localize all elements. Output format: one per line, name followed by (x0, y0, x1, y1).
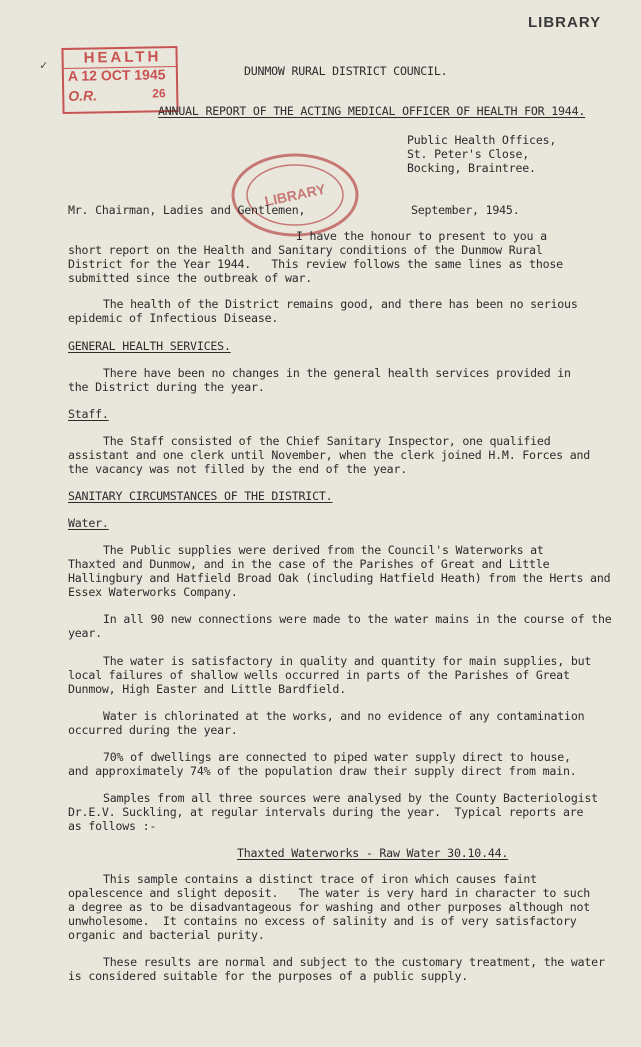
seal-text: LIBRARY (263, 180, 327, 210)
address-line: St. Peter's Close, (407, 147, 530, 161)
paragraph-line: The water is satisfactory in quality and quantity for main supplies, but (103, 654, 592, 668)
council-name: DUNMOW RURAL DISTRICT COUNCIL. (244, 64, 448, 78)
letter-date: September, 1945. (411, 203, 520, 217)
paragraph-line: submitted since the outbreak of war. (68, 271, 313, 285)
section-heading: SANITARY CIRCUMSTANCES OF THE DISTRICT. (68, 489, 333, 503)
stamp-date: A 12 OCT 1945 (67, 66, 166, 84)
stamp-number: 26 (152, 86, 166, 101)
report-title: ANNUAL REPORT OF THE ACTING MEDICAL OFFICER OF HEALTH FOR 1944. (158, 104, 586, 118)
library-seal-icon (230, 150, 360, 240)
paragraph-line: In all 90 new connections were made to the water mains in the course of the (103, 612, 612, 626)
paragraph-line: short report on the Health and Sanitary conditions of the Dunmow Rural (68, 243, 543, 257)
paragraph-line: Thaxted and Dunmow, and in the case of the Parishes of Great and Little (68, 557, 550, 571)
paragraph-line: Samples from all three sources were analysed by the County Bacteriologist (103, 791, 598, 805)
paragraph-line: local failures of shallow wells occurred in parts of the Parishes of Great (68, 668, 570, 682)
paragraph-line: The Staff consisted of the Chief Sanitary Inspector, one qualified (103, 434, 551, 448)
paragraph-line: The Public supplies were derived from the Council's Waterworks at (103, 543, 544, 557)
sample-heading: Thaxted Waterworks - Raw Water 30.10.44. (237, 846, 509, 860)
paragraph-line: I have the honour to present to you a (296, 229, 547, 243)
paragraph-line: District for the Year 1944. This review follows the same lines as those (68, 257, 563, 271)
section-heading: Staff. (68, 407, 109, 421)
paragraph-line: organic and bacterial purity. (68, 928, 265, 942)
section-heading: Water. (68, 516, 109, 530)
paragraph-line: Essex Waterworks Company. (68, 585, 238, 599)
paragraph-line: as follows :- (68, 819, 157, 833)
address-line: Bocking, Braintree. (407, 161, 536, 175)
paragraph-line: Water is chlorinated at the works, and no evidence of any contamination (103, 709, 585, 723)
library-stamp: LIBRARY (528, 14, 602, 31)
paragraph-line: the vacancy was not filled by the end of the year. (68, 462, 408, 476)
stamp-initials: O.R. (68, 87, 98, 104)
section-heading: GENERAL HEALTH SERVICES. (68, 339, 231, 353)
paragraph-line: There have been no changes in the general health services provided in (103, 366, 571, 380)
paragraph-line: a degree as to be disadvantageous for washing and other purposes although not (68, 900, 591, 914)
paragraph-line: unwholesome. It contains no excess of salinity and is of very satisfactory (68, 914, 577, 928)
check-mark-icon: ✓ (40, 58, 48, 72)
address-line: Public Health Offices, (407, 133, 557, 147)
stamp-title: HEALTH (83, 48, 162, 67)
paragraph-line: The health of the District remains good, and there has been no serious (103, 297, 578, 311)
paragraph-line: assistant and one clerk until November, when the clerk joined H.M. Forces and (68, 448, 591, 462)
paragraph-line: year. (68, 626, 102, 640)
paragraph-line: the District during the year. (68, 380, 265, 394)
paragraph-line: Dunmow, High Easter and Little Bardfield. (68, 682, 346, 696)
paragraph-line: These results are normal and subject to the customary treatment, the water (103, 955, 605, 969)
paragraph-line: occurred during the year. (68, 723, 238, 737)
paragraph-line: Hallingbury and Hatfield Broad Oak (including Hatfield Heath) from the Herts and (68, 571, 611, 585)
paragraph-line: and approximately 74% of the population draw their supply direct from main. (68, 764, 577, 778)
paragraph-line: 70% of dwellings are connected to piped water supply direct to house, (103, 750, 571, 764)
paragraph-line: epidemic of Infectious Disease. (68, 311, 279, 325)
greeting: Mr. Chairman, Ladies and Gentlemen, (68, 203, 306, 217)
paragraph-line: opalescence and slight deposit. The water is very hard in character to such (68, 886, 591, 900)
paragraph-line: Dr.E.V. Suckling, at regular intervals during the year. Typical reports are (68, 805, 584, 819)
paragraph-line: is considered suitable for the purposes of a public supply. (68, 969, 469, 983)
paragraph-line: This sample contains a distinct trace of iron which causes faint (103, 872, 537, 886)
